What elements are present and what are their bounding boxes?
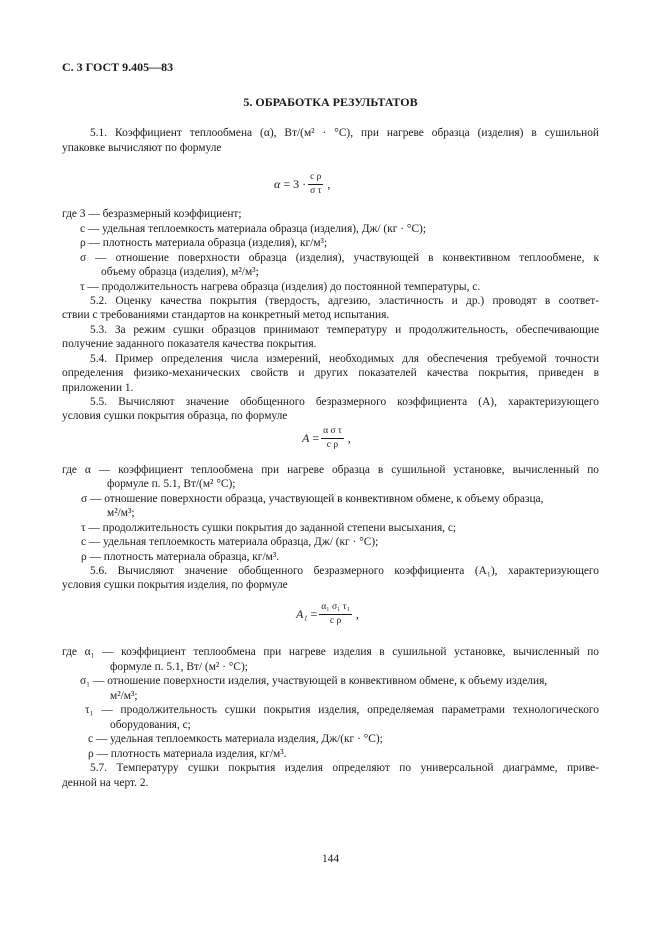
paragraph-5-4-line-2: определения физико-механических свойств и других показателей качества покрытия, приведен в <box>62 367 599 379</box>
formula-a-fraction <box>321 426 344 451</box>
paragraph-5-3-line-2: получение заданного показателя качества покрытия. <box>62 338 317 350</box>
definition-line: оборудования, с; <box>110 719 191 731</box>
definition-line: объему образца (изделия), м²/м³; <box>101 266 259 278</box>
formula-a-lhs: A <box>302 431 310 445</box>
formula-a-prefix: = <box>312 431 320 445</box>
definition-line: м²/м³; <box>107 507 135 519</box>
formula-alpha <box>274 172 330 197</box>
definition-line: формуле п. 5.1, Вт/(м² °С); <box>107 478 236 490</box>
formula-alpha-prefix: = 3 · <box>283 177 307 191</box>
definition-line: σ — отношение поверхности образца, участвующей в конвективном обмене, к объему образца, <box>81 493 544 505</box>
formula-alpha-tail: , <box>327 177 331 191</box>
definition-line: c — удельная теплоемкость материала образца (изделия), Дж/ (кг · °С); <box>80 223 427 235</box>
formula-a-tail: , <box>347 431 351 445</box>
definition-line: где α₁ — коэффициент теплообмена при нагреве изделия в сушильной установке, вычисленный по <box>62 646 599 658</box>
paragraph-5-2-line-2: ствии с требованиями стандартов на конкретный метод испытания. <box>62 309 390 321</box>
definition-line: формуле п. 5.1, Вт/ (м² · °С); <box>110 661 248 673</box>
paragraph-5-6-line-2: условия сушки покрытия изделия, по формуле <box>62 579 288 591</box>
paragraph-5-3-line-1: 5.3. За режим сушки образцов принимают температуру и продолжительность, обеспечивающие <box>90 324 599 336</box>
paragraph-5-1-line-1: 5.1. Коэффициент теплообмена (α), Вт/(м² · °С), при нагреве образца (изделия) в сушильной <box>90 127 599 139</box>
paragraph-5-2-line-1: 5.2. Оценку качества покрытия (твердость, адгезию, эластичность и др.) проводят в соответ- <box>90 295 599 307</box>
definition-line: τ₁ — продолжительность сушки покрытия изделия, определяемая параметрами технологического <box>85 704 599 716</box>
formula-a1-prefix: = <box>310 607 318 621</box>
formula-a-denominator: c ρ <box>326 440 339 450</box>
formula-a1 <box>296 602 359 627</box>
definition-line: где α — коэффициент теплообмена при нагреве образца в сушильной установке, вычисленный по <box>62 464 599 476</box>
definition-line: τ — продолжительность сушки покрытия до заданной степени высыхания, с; <box>81 522 457 534</box>
formula-alpha-denominator: σ τ <box>310 186 322 196</box>
definition-line: σ₁ — отношение поверхности изделия, участвующей в конвективном обмене, к объему изделия, <box>80 675 548 687</box>
definition-line: c — удельная теплоемкость материала образца, Дж/ (кг · °С); <box>81 536 379 548</box>
section-title: 5. ОБРАБОТКА РЕЗУЛЬТАТОВ <box>243 95 418 109</box>
formula-a1-denominator: c ρ <box>329 616 342 626</box>
formula-a1-numerator: α₁ σ₁ τ₁ <box>319 602 352 615</box>
formula-alpha-fraction <box>308 172 323 197</box>
paragraph-5-5-line-2: условия сушки покрытия образца, по формуле <box>62 410 288 422</box>
paragraph-5-5-line-1: 5.5. Вычисляют значение обобщенного безразмерного коэффициента (A), характеризующего <box>90 396 599 408</box>
formula-a-numerator: α σ τ <box>321 426 344 439</box>
formula-a1-lhs: A₁ <box>296 607 308 621</box>
definition-line: σ — отношение поверхности образца (изделия), участвующей в конвективном теплообмене, к <box>80 252 599 264</box>
definition-line: c — удельная теплоемкость материала изделия, Дж/(кг · °С); <box>88 733 383 745</box>
definition-line: ρ — плотность материала образца, кг/м³. <box>81 551 280 563</box>
formula-a1-tail: , <box>355 607 359 621</box>
formula-alpha-numerator: c ρ <box>308 172 323 185</box>
formula-a1-fraction <box>319 602 352 627</box>
formula-alpha-lhs: α <box>274 177 281 191</box>
definition-line: τ — продолжительность нагрева образца (изделия) до постоянной температуры, с. <box>80 281 481 293</box>
paragraph-5-4-line-1: 5.4. Пример определения числа измерений, необходимых для обеспечения требуемой точности <box>90 353 599 365</box>
paragraph-5-4-line-3: приложении 1. <box>62 382 134 394</box>
page-number: 144 <box>321 853 340 865</box>
paragraph-5-7-line-1: 5.7. Температуру сушки покрытия изделия определяют по универсальной диаграмме, приве- <box>90 762 599 774</box>
formula-a <box>302 426 351 451</box>
paragraph-5-6-line-1: 5.6. Вычисляют значение обобщенного безразмерного коэффициента (A₁), характеризующего <box>90 565 599 577</box>
document-header: С. 3 ГОСТ 9.405—83 <box>62 60 174 74</box>
definition-line: ρ — плотность материала изделия, кг/м³. <box>88 748 287 760</box>
definition-line: м²/м³; <box>110 690 138 702</box>
definition-line: где 3 — безразмерный коэффициент; <box>62 208 242 220</box>
paragraph-5-7-line-2: денной на черт. 2. <box>62 777 149 789</box>
definition-line: ρ — плотность материала образца (изделия), кг/м³; <box>80 237 328 249</box>
paragraph-5-1-line-2: упаковке вычисляют по формуле <box>62 142 222 154</box>
